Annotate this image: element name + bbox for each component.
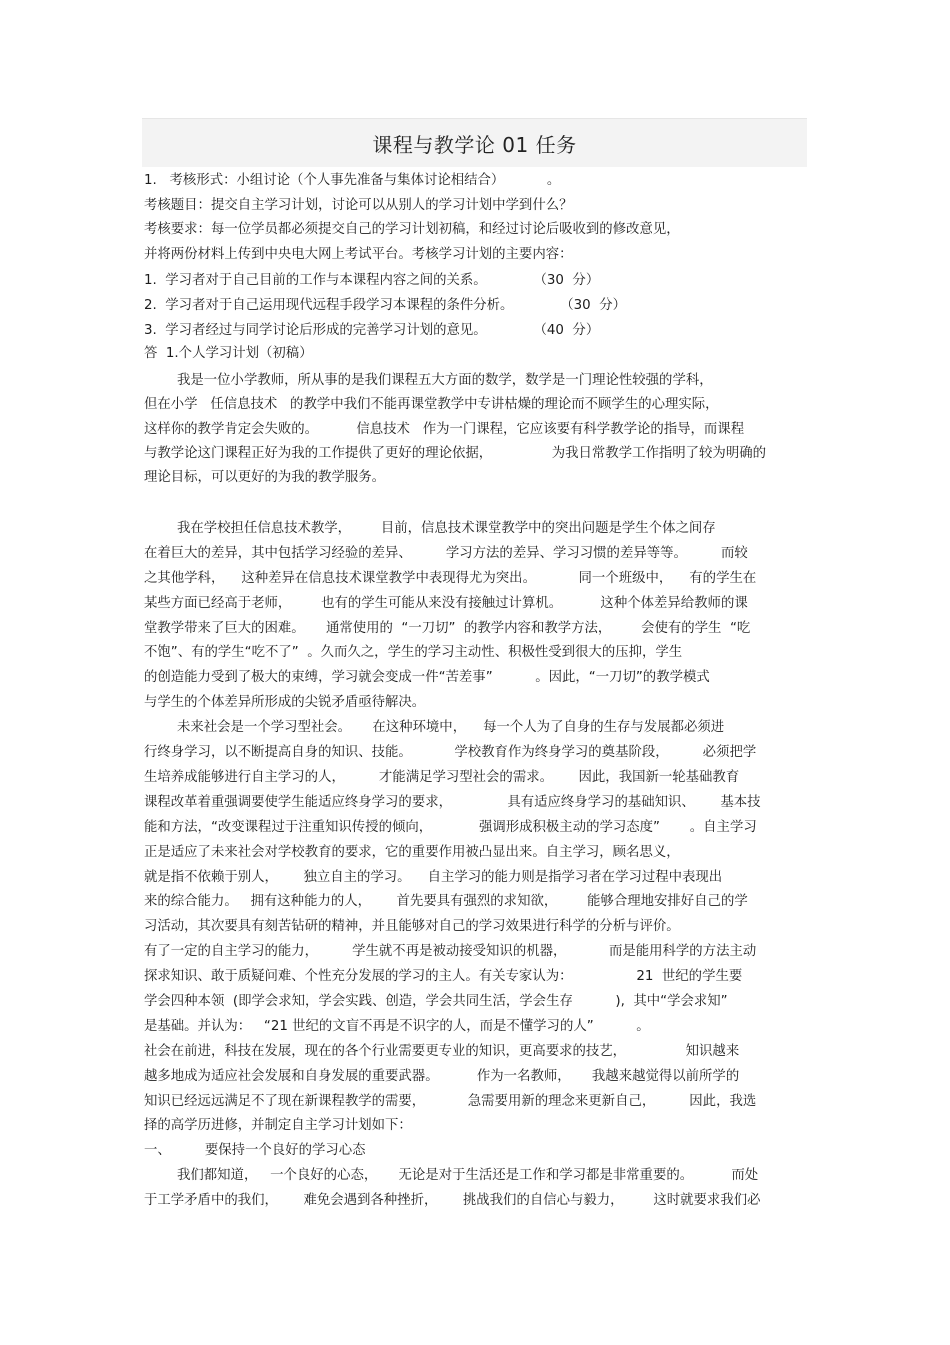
para3-line: 探求知识、敢于质疑问难、个性充分发展的学习的主人。有关专家认为： 21 世纪的学生要	[144, 969, 743, 984]
content-item-2: 2. 学习者对于自己运用现代远程手段学习本课程的条件分析。 （30 分）	[144, 298, 626, 313]
para3-line: 有了一定的自主学习的能力， 学生就不再是被动接受知识的机器， 而是能用科学的方法主动	[144, 944, 757, 959]
para2-line: 我在学校担任信息技术教学， 目前，信息技术课堂教学中的突出问题是学生个体之间存	[177, 521, 716, 536]
para3-line: 就是指不依赖于别人， 独立自主的学习。 自主学习的能力则是指学习者在学习过程中表现出	[144, 870, 723, 885]
para1-line: 理论目标，可以更好的为我的教学服务。	[144, 470, 386, 485]
para4-line: 于工学矛盾中的我们， 难免会遇到各种挫折， 挑战我们的自信心与毅力， 这时就要求我们必	[144, 1193, 761, 1208]
para2-line: 某些方面已经高于老师， 也有的学生可能从来没有接触过计算机。 这种个体差异给教师的课	[144, 596, 748, 611]
para4-line: 我们都知道， 一个良好的心态， 无论是对于生活还是工作和学习都是非常重要的。 而处	[177, 1168, 759, 1183]
para3-line: 社会在前进，科技在发展，现在的各个行业需要更专业的知识，更高要求的技艺， 知识越来	[144, 1044, 740, 1059]
para1-line: 这样你的教学肯定会失败的。 信息技术 作为一门课程，它应该要有科学教学论的指导，而课程	[144, 422, 745, 437]
para3-line: 能和方法，“改变课程过于注重知识传授的倾向， 强调形成积极主动的学习态度” 。自主学习	[144, 820, 757, 835]
para3-line: 是基础。并认为： “21 世纪的文盲不再是不识字的人，而是不懂学习的人” 。	[144, 1019, 650, 1034]
para1-line: 我是一位小学教师，所从事的是我们课程五大方面的数学，数学是一门理论性较强的学科，	[177, 373, 713, 388]
content-item-3: 3. 学习者经过与同学讨论后形成的完善学习计划的意见。 （40 分）	[144, 323, 600, 338]
exam-requirement-line-2: 并将两份材料上传到中央电大网上考试平台。考核学习计划的主要内容：	[144, 247, 573, 262]
para2-line: 之其他学科， 这种差异在信息技术课堂教学中表现得尤为突出。 同一个班级中， 有的学生在	[144, 571, 757, 586]
exam-requirement-line: 考核要求：每一位学员都必须提交自己的学习计划初稿，和经过讨论后吸收到的修改意见，	[144, 222, 680, 237]
para2-line: 的创造能力受到了极大的束缚，学习就会变成一件“苦差事” 。因此，“一刀切”的教学模式	[144, 670, 710, 685]
para3-line: 择的高学历进修，并制定自主学习计划如下：	[144, 1118, 412, 1133]
para1-line: 但在小学 任信息技术 的教学中我们不能再课堂教学中专讲枯燥的理论而不顾学生的心理实际，	[144, 397, 719, 412]
page-title: 课程与教学论 01 任务	[372, 132, 577, 157]
para3-line: 课程改革着重强调要使学生能适应终身学习的要求， 具有适应终身学习的基础知识、 基本技	[144, 795, 761, 810]
para3-line: 习活动，其次要具有刻苦钻研的精神，并且能够对自己的学习效果进行科学的分析与评价。	[144, 919, 680, 934]
para3-line: 未来社会是一个学习型社会。 在这种环境中， 每一个人为了自身的生存与发展都必须进	[177, 720, 725, 735]
para3-line: 知识已经远远满足不了现在新课程教学的需要， 急需要用新的理念来更新自己， 因此，我选	[144, 1094, 757, 1109]
para3-line: 行终身学习，以不断提高自身的知识、技能。 学校教育作为终身学习的奠基阶段， 必须把学	[144, 745, 757, 760]
para2-line: 在着巨大的差异，其中包括学习经验的差异、 学习方法的差异、学习习惯的差异等等。 而较	[144, 546, 748, 561]
para1-line: 与教学论这门课程正好为我的工作提供了更好的理论依据， 为我日常教学工作指明了较为明确的	[144, 446, 766, 461]
para2-line: 不饱”、有的学生“吃不了” 。久而久之，学生的学习主动性、积极性受到很大的压抑，学生	[144, 645, 683, 660]
section-heading-1: 一、 要保持一个良好的学习心态	[144, 1143, 366, 1158]
answer-heading: 答 1.个人学习计划（初稿）	[144, 346, 313, 361]
para2-line: 堂教学带来了巨大的困难。 通常使用的 “一刀切” 的教学内容和教学方法， 会使有的学生 “吃	[144, 621, 751, 636]
para3-line: 越多地成为适应社会发展和自身发展的重要武器。 作为一名教师， 我越来越觉得以前所学的	[144, 1069, 740, 1084]
para3-line: 来的综合能力。 拥有这种能力的人， 首先要具有强烈的求知欲， 能够合理地安排好自己的学	[144, 894, 748, 909]
para2-line: 与学生的个体差异所形成的尖锐矛盾亟待解决。	[144, 695, 426, 710]
para3-line: 正是适应了未来社会对学校教育的要求，它的重要作用被凸显出来。自主学习，顾名思义，	[144, 845, 680, 860]
exam-topic-line: 考核题目：提交自主学习计划，讨论可以从别人的学习计划中学到什么？	[144, 198, 573, 213]
exam-format-line: 1. 考核形式：小组讨论（个人事先准备与集体讨论相结合） 。	[144, 173, 561, 188]
content-item-1: 1. 学习者对于自己目前的工作与本课程内容之间的关系。 （30 分）	[144, 273, 600, 288]
para3-line: 学会四种本领 (即学会求知，学会实践、创造，学会共同生活，学会生存 ), 其中“学会求知”	[144, 994, 728, 1009]
para3-line: 生培养成能够进行自主学习的人， 才能满足学习型社会的需求。 因此，我国新一轮基础教育	[144, 770, 740, 785]
title-band	[142, 118, 807, 167]
